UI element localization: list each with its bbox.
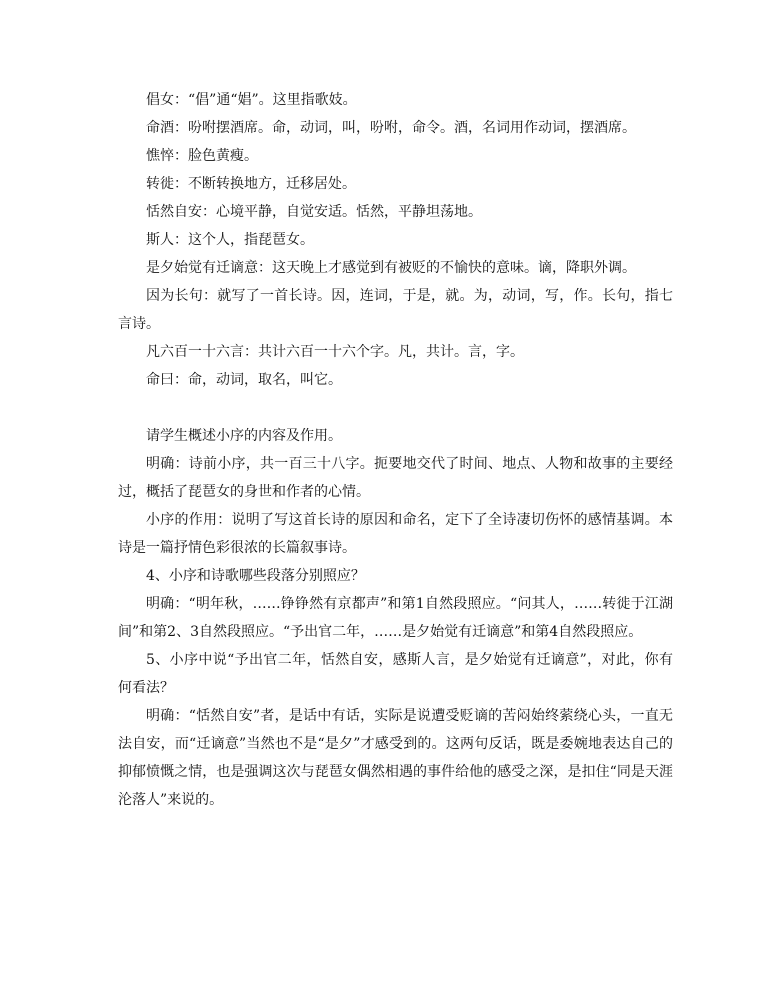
discussion-question: 4、小序和诗歌哪些段落分别照应？ [146, 568, 365, 584]
annotation-paragraph: 转徙：不断转换地方，迁移居处。 [146, 176, 356, 192]
annotation-paragraph: 恬然自安：心境平静，自觉安适。恬然，平静坦荡地。 [146, 204, 482, 220]
discussion-paragraph: 小序的作用：说明了写这首长诗的原因和命名，定下了全诗凄切伤怀的感情基调。本诗是一篇抒情色彩很浓的长篇叙事诗。 [118, 512, 673, 556]
annotation-paragraph: 憔悴：脸色黄瘦。 [146, 148, 258, 164]
annotation-paragraph: 斯人：这个人，指琵琶女。 [146, 232, 314, 248]
annotation-paragraph: 命酒：吩咐摆酒席。命，动词，叫，吩咐，命令。酒，名词用作动词，摆酒席。 [146, 120, 636, 136]
discussion-paragraph: 明确：诗前小序，共一百三十八字。扼要地交代了时间、地点、人物和故事的主要经过，概括了琵琶女的身世和作者的心情。 [118, 456, 673, 500]
document-page [118, 86, 673, 814]
annotation-paragraph: 命曰：命，动词，取名，叫它。 [146, 372, 342, 388]
annotation-paragraph: 因为长句：就写了一首长诗。因，连词，于是，就。为，动词，写，作。长句，指七言诗。 [118, 288, 673, 332]
discussion-paragraph: 明确：“恬然自安”者，是话中有话，实际是说遭受贬谪的苦闷始终萦绕心头，一直无法自安，而“迁谪意”当然也不是“是夕”才感受到的。这两句反话，既是委婉地表达自己的抑郁愤慨之情，也是强调这次与琵琶女偶然相遇的事件给他的感受之深，是扣住“同是天涯沦落人”来说的。 [118, 708, 673, 808]
discussion-question: 5、小序中说“予出官二年，恬然自安，感斯人言，是夕始觉有迁谪意”，对此，你有何看法？ [118, 652, 673, 696]
blank-line [118, 394, 673, 422]
discussion-paragraph: 请学生概述小序的内容及作用。 [146, 428, 342, 444]
annotation-paragraph: 凡六百一十六言：共计六百一十六个字。凡，共计。言，字。 [146, 344, 524, 360]
discussion-paragraph: 明确：“明年秋，……铮铮然有京都声”和第1自然段照应。“问其人，……转徙于江湖间”和第2、3自然段照应。“予出官二年，……是夕始觉有迁谪意”和第4自然段照应。 [118, 596, 673, 640]
annotation-paragraph: 倡女：“倡”通“娼”。这里指歌妓。 [146, 92, 357, 108]
annotation-paragraph: 是夕始觉有迁谪意：这天晚上才感觉到有被贬的不愉快的意味。谪，降职外调。 [146, 260, 636, 276]
